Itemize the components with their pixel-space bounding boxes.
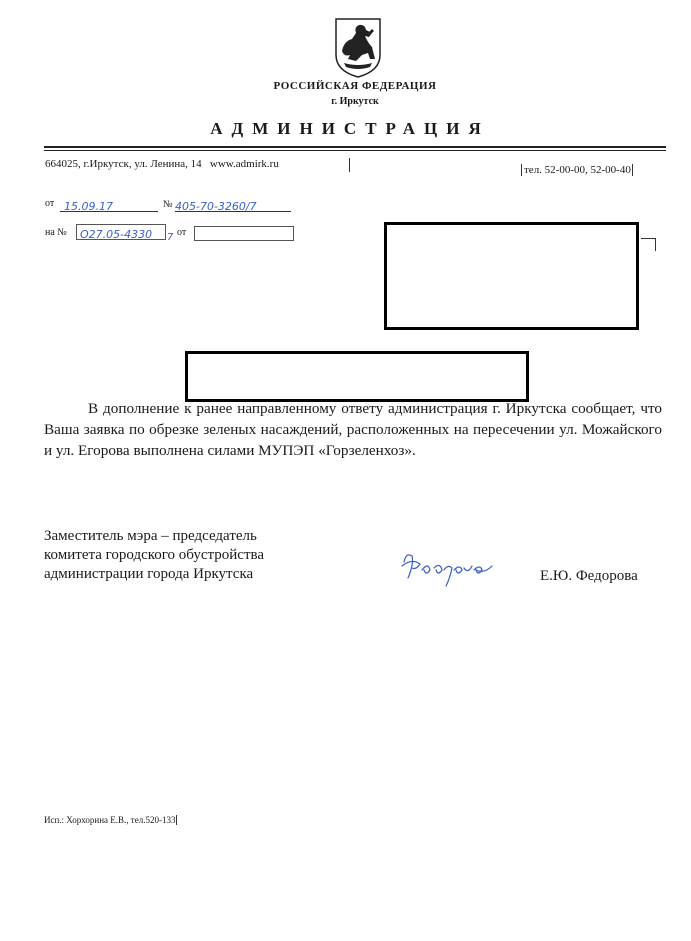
country-name: РОССИЙСКАЯ ФЕДЕРАЦИЯ [273,80,437,92]
signatory-name: Е.Ю. Федорова [540,568,638,584]
coat-of-arms-icon [332,15,384,79]
address-divider [349,158,350,172]
ref-suffix: 7 [167,232,174,243]
letter-body [44,398,662,461]
ref-date-field [194,226,294,241]
address-corner-mark [641,238,656,251]
executor-line [44,815,177,825]
signatory-title-line-1: Заместитель мэра – председатель [44,528,257,544]
address: 664025, г.Иркутск, ул. Ленина, 14 [45,158,202,170]
date-label: от [45,198,55,209]
phone-line [521,164,633,176]
date-value: 15.09.17 [64,200,113,213]
website: www.admirk.ru [209,158,279,170]
address-line [45,158,279,170]
signatory-title-line-3: администрации города Иркутска [44,566,254,582]
redacted-salutation [185,351,529,402]
signatory-title [44,527,264,584]
number-label: № [163,199,173,210]
ref-date-label: от [177,227,187,238]
executor-info: Исп.: Хорхорина Е.В., тел.520-133 [44,815,176,825]
header-rule-thin [44,150,666,151]
redacted-addressee [384,222,639,330]
city-name: г. Иркутск [331,96,379,107]
header-rule [44,146,666,148]
signatory-title-line-2: комитета городского обустройства [44,547,265,563]
phone: тел. 52-00-00, 52-00-40 [521,164,633,176]
number-value: 405-70-3260/7 [175,200,257,213]
ref-value: О27.05-4330 [80,228,153,241]
ref-label: на № [45,227,67,238]
date-field [60,197,158,212]
ref-field [76,224,166,240]
handwritten-signature [398,548,498,590]
number-field [175,197,291,212]
organization-title: АДМИНИСТРАЦИЯ [210,119,490,138]
body-paragraph: В дополнение к ранее направленному ответу администрация г. Иркутска сообщает, что Ваша заявка по обрезке зеленых насаждений, расположенных на пересечении ул. Можайского и ул. Егорова выполнена силами МУПЭП «Горзеленхоз». [44,400,662,459]
